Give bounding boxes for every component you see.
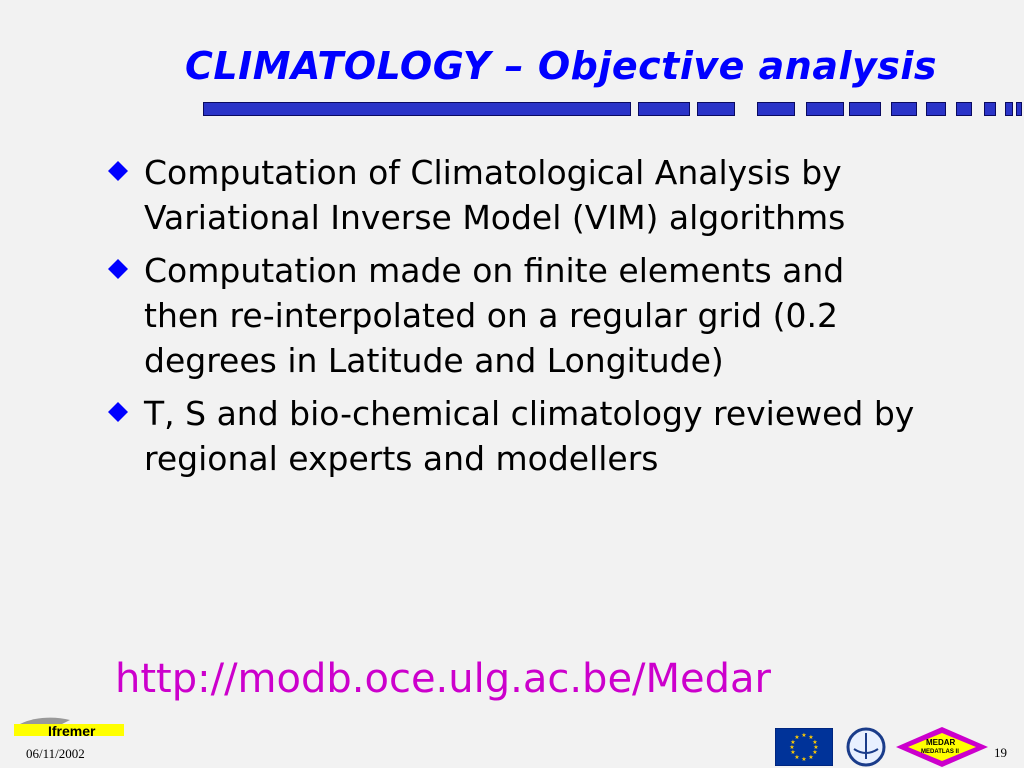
medar-logo: [896, 727, 988, 767]
medar-logo-text: MEDAR: [926, 738, 956, 747]
svg-text:★: ★: [801, 732, 807, 739]
bullet-list: [108, 150, 928, 489]
page-number: 19: [994, 745, 1007, 760]
slide-title: CLIMATOLOGY – Objective analysis: [185, 44, 938, 88]
footer-date: 06/11/2002: [26, 746, 85, 761]
svg-text:★: ★: [812, 749, 818, 756]
ioc-logo-icon: [846, 727, 886, 767]
diamond-icon: [108, 259, 128, 279]
ifremer-logo-text: Ifremer: [48, 723, 96, 739]
bullet-text: Computation made on finite elements and then re-interpolated on a regular grid (0.2 degrees in Latitude and Longitude): [144, 251, 845, 380]
bar-segment: [806, 102, 844, 116]
svg-text:★: ★: [790, 749, 796, 756]
bullet-text: T, S and bio-chemical climatology reviewed by regional experts and modellers: [144, 394, 915, 478]
medar-logo-subtext: MEDATLAS II: [921, 749, 959, 755]
svg-text:★: ★: [801, 756, 807, 763]
bullet-item: [108, 248, 928, 383]
svg-text:★: ★: [812, 739, 818, 746]
diamond-icon: [108, 402, 128, 422]
bar-segment: [956, 102, 972, 116]
svg-text:★: ★: [813, 744, 819, 751]
bar-segment: [1005, 102, 1013, 116]
bar-segment: [697, 102, 735, 116]
svg-text:★: ★: [794, 754, 800, 761]
bullet-item: [108, 150, 928, 240]
eu-flag-icon: [775, 728, 833, 766]
bar-segment: [638, 102, 690, 116]
bar-segment: [984, 102, 996, 116]
bullet-text: Computation of Climatological Analysis by Variational Inverse Model (VIM) algorithms: [144, 153, 846, 237]
bullet-item: [108, 391, 928, 481]
bar-segment: [849, 102, 881, 116]
svg-text:★: ★: [794, 734, 800, 741]
svg-text:★: ★: [789, 744, 795, 751]
svg-text:★: ★: [808, 754, 814, 761]
svg-text:★: ★: [808, 734, 814, 741]
bar-segment: [757, 102, 795, 116]
bar-segment: [1016, 102, 1022, 116]
diamond-icon: [108, 161, 128, 181]
svg-text:★: ★: [790, 739, 796, 746]
bar-segment: [926, 102, 946, 116]
url-link[interactable]: http://modb.oce.ulg.ac.be/Medar: [115, 656, 771, 702]
bar-segment: [891, 102, 917, 116]
bar-segment: [203, 102, 631, 116]
